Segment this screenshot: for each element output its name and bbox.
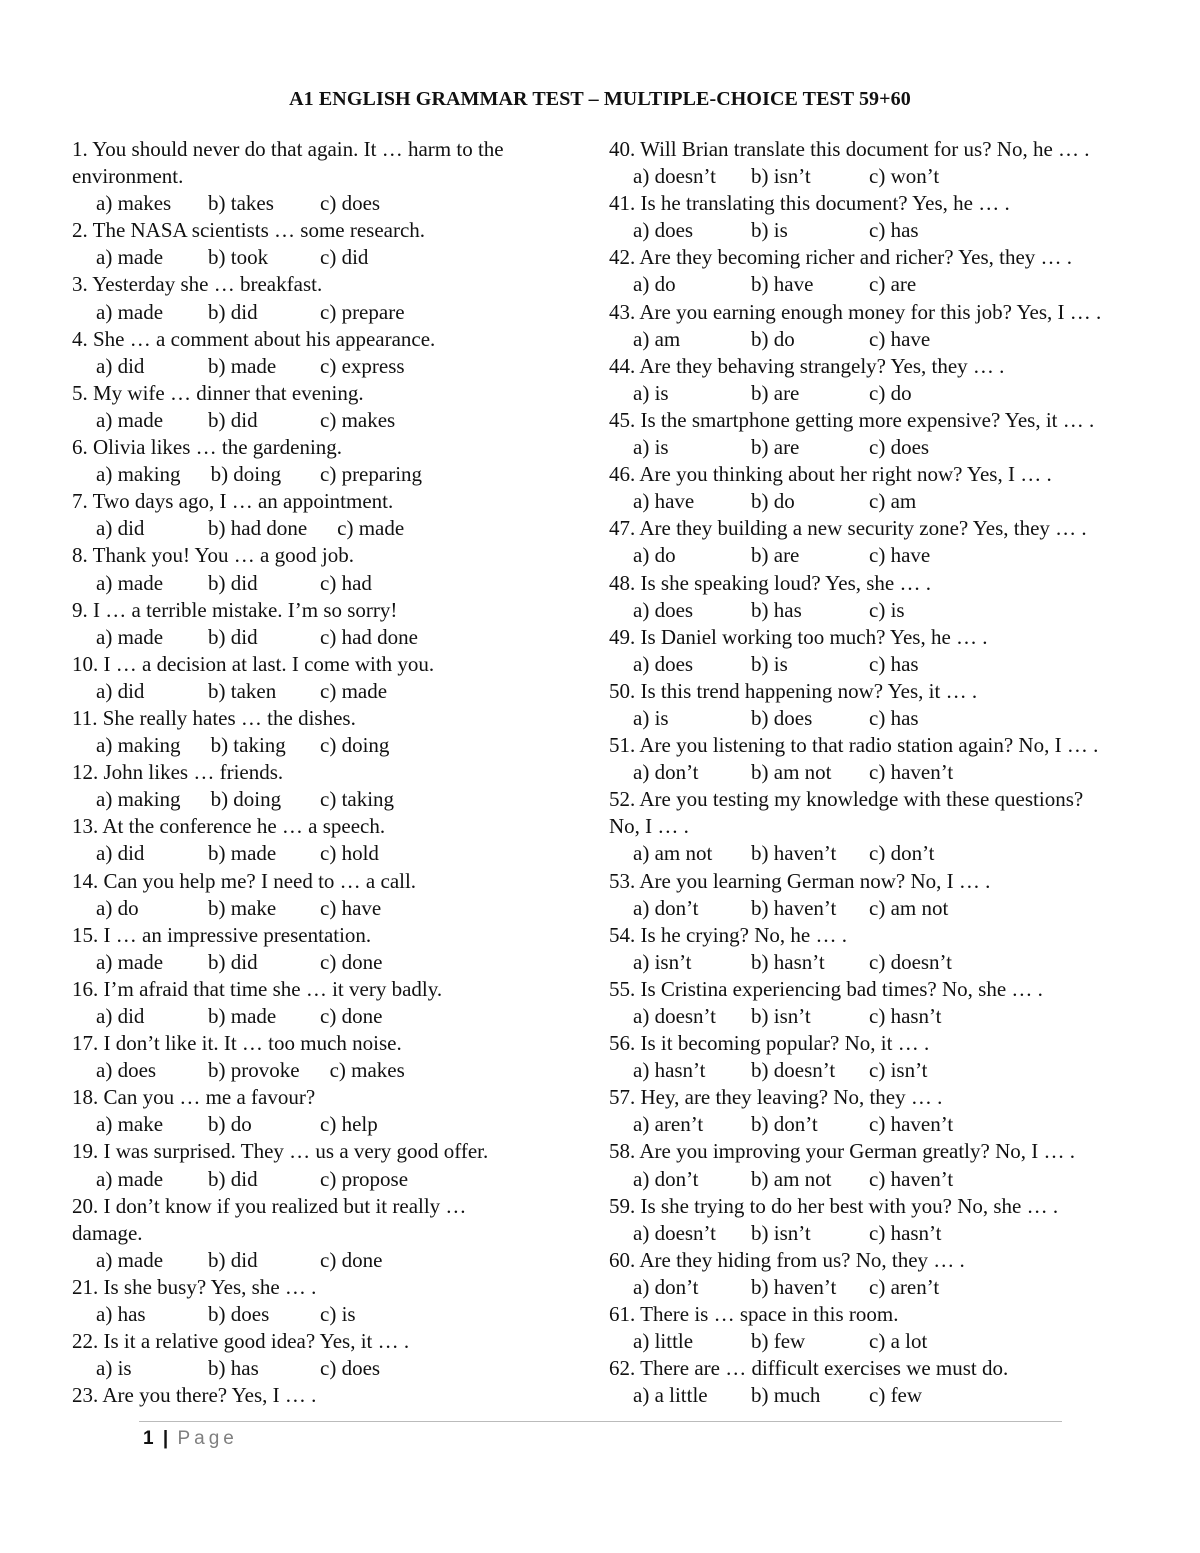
answer-option[interactable]: a) making <box>96 733 181 758</box>
answer-option[interactable]: b) provoke <box>208 1058 300 1083</box>
answer-option[interactable]: c) makes <box>329 1058 405 1083</box>
answer-option[interactable]: b) haven’t <box>751 895 837 920</box>
answer-option[interactable]: b) took <box>208 245 269 270</box>
answer-option[interactable]: b) hasn’t <box>751 949 825 974</box>
answer-option[interactable]: b) am not <box>751 760 832 785</box>
answer-option[interactable]: a) did <box>96 678 145 703</box>
question-text: 21. Is she busy? Yes, she … . <box>72 1274 317 1299</box>
answer-option[interactable]: a) made <box>96 407 164 432</box>
question-text: 7. Two days ago, I … an appointment. <box>72 489 394 514</box>
question-item <box>609 786 1174 867</box>
answer-options <box>72 353 572 380</box>
answer-options <box>72 570 572 597</box>
answer-option[interactable]: c) a lot <box>869 1329 928 1354</box>
answer-option[interactable]: b) does <box>208 1302 270 1327</box>
answer-option[interactable]: a) does <box>633 218 694 243</box>
answer-options <box>609 488 1174 515</box>
answer-option[interactable]: c) does <box>320 1356 381 1381</box>
question-item <box>609 1247 1174 1301</box>
question-item <box>72 1274 572 1328</box>
answer-options <box>609 949 1174 976</box>
answer-option[interactable]: c) done <box>320 949 383 974</box>
question-text: 51. Are you listening to that radio station again? No, I … . <box>609 733 1099 758</box>
answer-option[interactable]: a) is <box>633 435 669 460</box>
answer-option[interactable]: a) is <box>633 705 669 730</box>
question-text: 14. Can you help me? I need to … a call. <box>72 868 417 893</box>
question-item <box>72 922 572 976</box>
answer-option[interactable]: c) help <box>320 1112 378 1137</box>
question-text: 57. Hey, are they leaving? No, they … . <box>609 1085 943 1110</box>
answer-options <box>609 271 1174 298</box>
answer-option[interactable]: b) taken <box>208 678 277 703</box>
answer-options <box>609 217 1174 244</box>
answer-options <box>609 380 1174 407</box>
answer-option[interactable]: a) did <box>96 353 145 378</box>
answer-option[interactable]: a) doesn’t <box>633 1004 717 1028</box>
question-text: 41. Is he translating this document? Yes, he … . <box>609 191 1010 216</box>
answer-option[interactable]: c) have <box>869 543 931 568</box>
answer-option[interactable]: c) propose <box>320 1166 409 1191</box>
answer-option[interactable]: c) hold <box>320 841 379 866</box>
question-text: 61. There is … space in this room. <box>609 1302 899 1327</box>
answer-options <box>72 786 572 813</box>
answer-option[interactable]: b) had done <box>208 516 308 541</box>
answer-options <box>72 515 572 542</box>
answer-option[interactable]: b) has <box>751 597 802 622</box>
question-text: 59. Is she trying to do her best with you? No, she … . <box>609 1193 1059 1218</box>
answer-options <box>72 1247 572 1274</box>
question-text: 43. Are you earning enough money for this job? Yes, I … . <box>609 299 1102 324</box>
answer-option[interactable]: a) makes <box>96 191 172 216</box>
question-item <box>72 136 572 217</box>
answer-option[interactable]: c) had <box>320 570 372 595</box>
answer-option[interactable]: a) am not <box>633 841 713 866</box>
answer-option[interactable]: b) are <box>751 380 800 405</box>
answer-option[interactable]: c) does <box>869 435 930 460</box>
question-item <box>72 434 572 488</box>
answer-option[interactable]: c) made <box>337 516 405 541</box>
answer-option[interactable]: b) doing <box>210 787 282 812</box>
question-text: 6. Olivia likes … the gardening. <box>72 435 343 460</box>
page-label: Page <box>177 1428 238 1449</box>
question-item <box>609 1301 1174 1355</box>
answer-options <box>609 651 1174 678</box>
question-item <box>609 976 1174 1030</box>
answer-option[interactable]: b) isn’t <box>751 164 811 189</box>
page-footer <box>143 1428 238 1450</box>
question-text: 52. Are you testing my knowledge with these questions? <box>609 787 1084 812</box>
answer-options <box>72 1003 572 1030</box>
answer-option[interactable]: a) is <box>633 380 669 405</box>
answer-option[interactable]: c) prepare <box>320 299 405 324</box>
question-text: 8. Thank you! You … a good job. <box>72 543 354 568</box>
answer-options <box>609 759 1174 786</box>
question-text: 11. She really hates … the dishes. <box>72 705 356 730</box>
answer-option[interactable]: b) are <box>751 435 800 460</box>
answer-option[interactable]: a) did <box>96 1004 145 1028</box>
question-item <box>609 1193 1174 1247</box>
question-item <box>609 190 1174 244</box>
answer-option[interactable]: b) did <box>208 299 258 324</box>
question-item <box>72 1030 572 1084</box>
answer-options <box>609 597 1174 624</box>
question-text: 56. Is it becoming popular? No, it … . <box>609 1031 930 1056</box>
question-item <box>609 570 1174 624</box>
question-text: 60. Are they hiding from us? No, they … . <box>609 1247 965 1272</box>
answer-option[interactable]: c) have <box>320 895 382 920</box>
question-text: 45. Is the smartphone getting more expensive? Yes, it … . <box>609 407 1095 432</box>
answer-options <box>72 949 572 976</box>
answer-option[interactable]: c) is <box>320 1302 356 1327</box>
question-item <box>72 1193 572 1274</box>
answer-option[interactable]: b) isn’t <box>751 1004 811 1028</box>
question-item <box>72 868 572 922</box>
answer-option[interactable]: a) making <box>96 787 181 812</box>
question-item <box>609 624 1174 678</box>
answer-options <box>72 678 572 705</box>
answer-option[interactable]: a) aren’t <box>633 1112 704 1137</box>
answer-option[interactable]: a) made <box>96 1166 164 1191</box>
answer-option[interactable]: a) did <box>96 516 145 541</box>
answer-option[interactable]: c) don’t <box>869 841 935 866</box>
answer-options <box>609 840 1174 867</box>
question-text: damage. <box>72 1220 143 1245</box>
answer-options <box>609 542 1174 569</box>
answer-option[interactable]: c) does <box>320 191 381 216</box>
answer-option[interactable]: b) did <box>208 407 258 432</box>
question-item <box>609 922 1174 976</box>
question-text: 23. Are you there? Yes, I … . <box>72 1383 317 1408</box>
question-text: 15. I … an impressive presentation. <box>72 922 372 947</box>
answer-option[interactable]: b) did <box>208 570 258 595</box>
answer-options <box>72 732 572 759</box>
page-number: 1 <box>143 1428 154 1449</box>
question-item <box>609 407 1174 461</box>
answer-option[interactable]: c) has <box>869 651 919 676</box>
question-item <box>72 326 572 380</box>
answer-option[interactable]: b) few <box>751 1329 806 1354</box>
question-item <box>609 1084 1174 1138</box>
question-text: 2. The NASA scientists … some research. <box>72 218 426 243</box>
question-item <box>609 461 1174 515</box>
answer-option[interactable]: b) is <box>751 651 788 676</box>
question-text: 55. Is Cristina experiencing bad times? No, she … . <box>609 976 1043 1001</box>
answer-option[interactable]: a) does <box>633 651 694 676</box>
answer-option[interactable]: a) making <box>96 462 181 487</box>
question-item <box>72 1084 572 1138</box>
answer-option[interactable]: a) don’t <box>633 1274 699 1299</box>
answer-option[interactable]: b) did <box>208 1166 258 1191</box>
question-text: 20. I don’t know if you realized but it really … <box>72 1193 467 1218</box>
answer-option[interactable]: c) am <box>869 489 917 514</box>
answer-option[interactable]: b) made <box>208 353 277 378</box>
answer-options <box>72 407 572 434</box>
answer-option[interactable]: b) do <box>208 1112 252 1137</box>
question-text: 22. Is it a relative good idea? Yes, it … . <box>72 1329 410 1354</box>
right-question-column <box>609 136 1174 1409</box>
question-item <box>72 542 572 596</box>
question-item <box>609 136 1174 190</box>
answer-option[interactable]: c) taking <box>320 787 395 812</box>
answer-option[interactable]: b) made <box>208 841 277 866</box>
answer-option[interactable]: a) little <box>633 1329 694 1354</box>
question-text: 18. Can you … me a favour? <box>72 1085 316 1110</box>
footer-separator: | <box>162 1428 169 1449</box>
answer-option[interactable]: b) did <box>208 949 258 974</box>
answer-option[interactable]: c) done <box>320 1004 383 1028</box>
answer-options <box>609 163 1174 190</box>
answer-option[interactable]: a) does <box>633 597 694 622</box>
answer-option[interactable]: c) won’t <box>869 164 940 189</box>
answer-option[interactable]: b) takes <box>208 191 274 216</box>
answer-option[interactable]: a) do <box>633 272 676 297</box>
question-text: 53. Are you learning German now? No, I … . <box>609 868 991 893</box>
footer-divider <box>139 1421 1062 1422</box>
question-text: 10. I … a decision at last. I come with you. <box>72 651 435 676</box>
answer-option[interactable]: a) make <box>96 1112 164 1137</box>
answer-option[interactable]: b) have <box>751 272 814 297</box>
answer-option[interactable]: b) does <box>751 705 813 730</box>
question-text: 49. Is Daniel working too much? Yes, he … . <box>609 624 988 649</box>
answer-option[interactable]: b) make <box>208 895 277 920</box>
question-text: 47. Are they building a new security zone? Yes, they … . <box>609 516 1087 541</box>
answer-options <box>72 1111 572 1138</box>
answer-option[interactable]: c) do <box>869 380 912 405</box>
question-text: 17. I don’t like it. It … too much noise. <box>72 1031 402 1056</box>
question-text: 5. My wife … dinner that evening. <box>72 380 364 405</box>
question-text: 1. You should never do that again. It … harm to the <box>72 137 504 161</box>
question-item <box>609 732 1174 786</box>
question-text: 4. She … a comment about his appearance. <box>72 326 436 351</box>
answer-option[interactable]: a) did <box>96 841 145 866</box>
answer-option[interactable]: a) don’t <box>633 760 699 785</box>
answer-option[interactable]: c) isn’t <box>869 1058 928 1083</box>
answer-options <box>72 190 572 217</box>
answer-option[interactable]: b) did <box>208 624 258 649</box>
answer-option[interactable]: b) haven’t <box>751 1274 837 1299</box>
answer-option[interactable]: c) haven’t <box>869 760 954 785</box>
answer-option[interactable]: b) do <box>751 326 795 351</box>
answer-option[interactable]: b) doesn’t <box>751 1058 836 1083</box>
answer-options <box>609 326 1174 353</box>
answer-option[interactable]: c) has <box>869 705 919 730</box>
answer-option[interactable]: b) doing <box>210 462 282 487</box>
answer-option[interactable]: c) few <box>869 1383 923 1408</box>
question-item <box>72 271 572 325</box>
answer-option[interactable]: c) preparing <box>320 462 423 487</box>
question-text: 3. Yesterday she … breakfast. <box>72 272 323 297</box>
question-item <box>72 976 572 1030</box>
question-item <box>72 759 572 813</box>
answer-options <box>609 895 1174 922</box>
answer-option[interactable]: c) aren’t <box>869 1274 940 1299</box>
answer-option[interactable]: c) doing <box>320 733 390 758</box>
answer-option[interactable]: c) did <box>320 245 369 270</box>
answer-options <box>609 1111 1174 1138</box>
answer-options <box>72 1166 572 1193</box>
answer-options <box>72 1057 572 1084</box>
question-item <box>609 1138 1174 1192</box>
answer-option[interactable]: c) are <box>869 272 917 297</box>
answer-option[interactable]: c) done <box>320 1247 383 1272</box>
question-text: 44. Are they behaving strangely? Yes, they … . <box>609 353 1005 378</box>
answer-option[interactable]: a) don’t <box>633 1166 699 1191</box>
answer-option[interactable]: a) do <box>96 895 139 920</box>
answer-option[interactable]: c) haven’t <box>869 1166 954 1191</box>
question-item <box>609 515 1174 569</box>
answer-option[interactable]: b) did <box>208 1247 258 1272</box>
answer-options <box>72 840 572 867</box>
answer-options <box>609 1057 1174 1084</box>
answer-option[interactable]: a) doesn’t <box>633 164 717 189</box>
answer-options <box>609 1220 1174 1247</box>
answer-options <box>609 1274 1174 1301</box>
question-text: 42. Are they becoming richer and richer? Yes, they … . <box>609 245 1073 270</box>
answer-option[interactable]: c) has <box>869 218 919 243</box>
question-text: 46. Are you thinking about her right now? Yes, I … . <box>609 462 1052 487</box>
answer-option[interactable]: a) made <box>96 570 164 595</box>
question-item <box>72 1382 572 1409</box>
answer-options <box>609 1328 1174 1355</box>
answer-option[interactable]: c) hasn’t <box>869 1004 942 1028</box>
question-item <box>609 353 1174 407</box>
answer-option[interactable]: b) haven’t <box>751 841 837 866</box>
answer-option[interactable]: a) a little <box>633 1383 708 1408</box>
question-text: 54. Is he crying? No, he … . <box>609 922 847 947</box>
question-text: 13. At the conference he … a speech. <box>72 814 386 839</box>
answer-option[interactable]: b) much <box>751 1383 821 1408</box>
question-text: No, I … . <box>609 814 689 839</box>
answer-options <box>609 1003 1174 1030</box>
question-item <box>609 1355 1174 1409</box>
answer-option[interactable]: a) have <box>633 489 695 514</box>
answer-option[interactable]: a) made <box>96 1247 164 1272</box>
question-item <box>72 217 572 271</box>
answer-options <box>609 1382 1174 1409</box>
answer-option[interactable]: a) doesn’t <box>633 1220 717 1245</box>
answer-options <box>609 1166 1174 1193</box>
answer-option[interactable]: b) isn’t <box>751 1220 811 1245</box>
answer-option[interactable]: a) made <box>96 949 164 974</box>
answer-option[interactable]: c) made <box>320 678 388 703</box>
answer-option[interactable]: c) haven’t <box>869 1112 954 1137</box>
question-item <box>609 1030 1174 1084</box>
answer-option[interactable]: a) do <box>633 543 676 568</box>
answer-option[interactable]: b) am not <box>751 1166 832 1191</box>
question-item <box>72 597 572 651</box>
question-text: 50. Is this trend happening now? Yes, it … . <box>609 678 978 703</box>
question-item <box>72 1138 572 1192</box>
answer-option[interactable]: a) made <box>96 245 164 270</box>
question-item <box>72 1328 572 1382</box>
question-text: 9. I … a terrible mistake. I’m so sorry! <box>72 597 398 622</box>
question-item <box>609 244 1174 298</box>
question-text: 40. Will Brian translate this document for us? No, he … . <box>609 137 1090 161</box>
question-item <box>609 299 1174 353</box>
answer-option[interactable]: b) taking <box>210 733 286 758</box>
question-item <box>609 678 1174 732</box>
answer-option[interactable]: a) made <box>96 624 164 649</box>
answer-option[interactable]: b) is <box>751 218 788 243</box>
answer-option[interactable]: c) is <box>869 597 905 622</box>
question-text: 48. Is she speaking loud? Yes, she … . <box>609 570 931 595</box>
answer-option[interactable]: c) am not <box>869 895 949 920</box>
answer-option[interactable]: c) had done <box>320 624 418 649</box>
answer-option[interactable]: a) is <box>96 1356 132 1381</box>
answer-options <box>72 461 572 488</box>
answer-option[interactable]: b) has <box>208 1356 259 1381</box>
answer-option[interactable]: b) do <box>751 489 795 514</box>
answer-option[interactable]: a) isn’t <box>633 949 692 974</box>
answer-options <box>72 895 572 922</box>
question-item <box>72 705 572 759</box>
question-item <box>72 813 572 867</box>
answer-options <box>609 434 1174 461</box>
answer-option[interactable]: a) don’t <box>633 895 699 920</box>
answer-option[interactable]: a) am <box>633 326 681 351</box>
answer-option[interactable]: c) have <box>869 326 931 351</box>
answer-option[interactable]: b) are <box>751 543 800 568</box>
question-text: 62. There are … difficult exercises we must do. <box>609 1356 1009 1381</box>
answer-option[interactable]: a) does <box>96 1058 157 1083</box>
question-text: 58. Are you improving your German greatly? No, I … . <box>609 1139 1075 1164</box>
question-text: 16. I’m afraid that time she … it very badly. <box>72 976 443 1001</box>
question-text: 12. John likes … friends. <box>72 760 284 785</box>
answer-options <box>72 299 572 326</box>
question-text: 19. I was surprised. They … us a very good offer. <box>72 1139 489 1164</box>
answer-options <box>609 705 1174 732</box>
question-item <box>72 380 572 434</box>
answer-option[interactable]: a) has <box>96 1302 146 1327</box>
page-title: A1 ENGLISH GRAMMAR TEST – MULTIPLE-CHOICE TEST 59+60 <box>289 88 911 110</box>
answer-option[interactable]: a) hasn’t <box>633 1058 706 1083</box>
answer-option[interactable]: c) makes <box>320 407 396 432</box>
answer-options <box>72 244 572 271</box>
answer-option[interactable]: b) made <box>208 1004 277 1028</box>
answer-options <box>72 1355 572 1382</box>
answer-option[interactable]: b) don’t <box>751 1112 818 1137</box>
answer-option[interactable]: a) made <box>96 299 164 324</box>
answer-option[interactable]: c) doesn’t <box>869 949 953 974</box>
answer-option[interactable]: c) express <box>320 353 405 378</box>
question-item <box>609 868 1174 922</box>
question-text: environment. <box>72 164 184 189</box>
answer-options <box>72 1301 572 1328</box>
answer-option[interactable]: c) hasn’t <box>869 1220 942 1245</box>
question-item <box>72 651 572 705</box>
left-question-column <box>72 136 572 1409</box>
question-item <box>72 488 572 542</box>
answer-options <box>72 624 572 651</box>
